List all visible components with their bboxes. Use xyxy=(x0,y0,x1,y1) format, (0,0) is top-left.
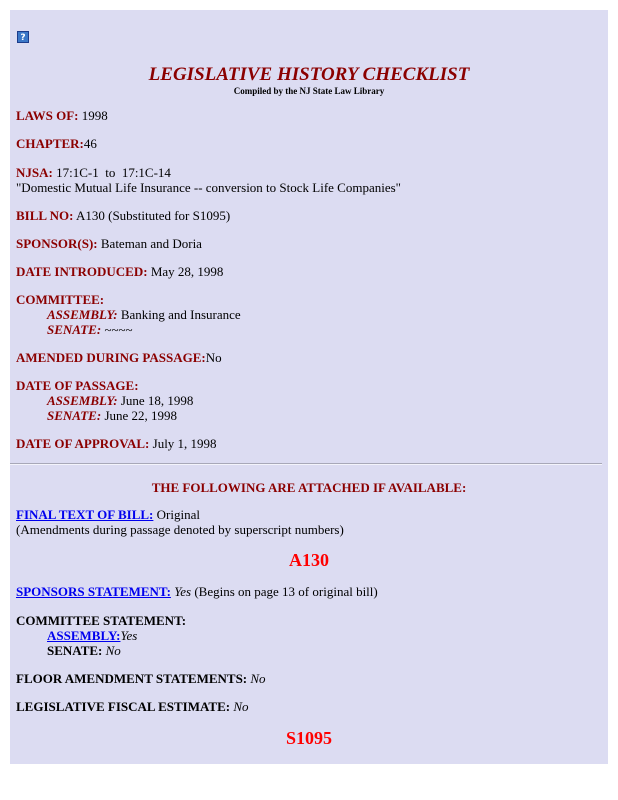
floor-amendment-label: FLOOR AMENDMENT STATEMENTS: xyxy=(16,671,248,686)
final-text-value: Original xyxy=(156,507,200,522)
chapter-label: CHAPTER: xyxy=(16,136,84,151)
chapter-row xyxy=(16,136,97,152)
laws-of-value: 1998 xyxy=(81,108,108,123)
date-of-approval-label: DATE OF APPROVAL: xyxy=(16,436,150,451)
amended-value: No xyxy=(205,350,222,365)
sponsors-row xyxy=(16,236,202,252)
laws-of-label: LAWS OF: xyxy=(16,108,79,123)
sponsors-statement-value: Yes xyxy=(174,584,192,599)
passage-assembly-value: June 18, 1998 xyxy=(120,393,194,408)
divider xyxy=(10,463,602,465)
committee-senate-value: ~~~~ xyxy=(104,322,133,337)
committee-assembly-label: ASSEMBLY: xyxy=(47,307,118,322)
committee-statement-assembly-row xyxy=(47,628,137,644)
bill-no-value: A130 (Substituted for S1095) xyxy=(75,208,231,223)
passage-assembly-label: ASSEMBLY: xyxy=(47,393,118,408)
page-subtitle: Compiled by the NJ State Law Library xyxy=(233,86,385,96)
date-of-passage-label-text: DATE OF PASSAGE: xyxy=(16,378,139,393)
committee-statement-assembly-link[interactable]: ASSEMBLY: xyxy=(47,628,121,643)
floor-amendment-value: No xyxy=(250,671,266,686)
sponsors-value: Bateman and Doria xyxy=(100,236,202,251)
njsa-label: NJSA: xyxy=(16,165,53,180)
sponsors-label: SPONSOR(S): xyxy=(16,236,98,251)
final-text-link[interactable]: FINAL TEXT OF BILL: xyxy=(16,507,154,522)
passage-senate-row xyxy=(47,408,177,424)
committee-senate-row xyxy=(47,322,133,338)
committee-statement-senate-row xyxy=(47,643,121,659)
date-of-approval-value: July 1, 1998 xyxy=(152,436,217,451)
sponsors-statement-row xyxy=(16,584,378,600)
final-text-row xyxy=(16,507,200,523)
passage-assembly-row xyxy=(47,393,193,409)
floor-amendment-row xyxy=(16,671,266,687)
fiscal-estimate-row xyxy=(16,699,249,715)
date-introduced-label: DATE INTRODUCED: xyxy=(16,264,148,279)
bill-no-label: BILL NO: xyxy=(16,208,74,223)
committee-statement-senate-value: No xyxy=(105,643,121,658)
date-introduced-value: May 28, 1998 xyxy=(150,264,224,279)
fiscal-estimate-value: No xyxy=(233,699,249,714)
document-panel xyxy=(10,10,608,764)
sponsors-statement-link[interactable]: SPONSORS STATEMENT: xyxy=(16,584,171,599)
committee-statement-senate-label: SENATE: xyxy=(47,643,103,658)
committee-assembly-row xyxy=(47,307,241,323)
passage-senate-label: SENATE: xyxy=(47,408,102,423)
amended-label: AMENDED DURING PASSAGE: xyxy=(16,350,206,365)
committee-label xyxy=(16,292,104,308)
committee-statement-label-text: COMMITTEE STATEMENT: xyxy=(16,613,187,628)
committee-assembly-value: Banking and Insurance xyxy=(120,307,241,322)
final-text-note: (Amendments during passage denoted by superscript numbers) xyxy=(16,522,344,537)
passage-senate-value: June 22, 1998 xyxy=(104,408,178,423)
date-of-passage-label xyxy=(16,378,139,394)
committee-statement-assembly-value: Yes xyxy=(120,628,138,643)
bill-no-row xyxy=(16,208,230,224)
committee-label-text: COMMITTEE: xyxy=(16,292,105,307)
date-of-approval-row xyxy=(16,436,217,452)
date-introduced-row xyxy=(16,264,223,280)
page-title: LEGISLATIVE HISTORY CHECKLIST xyxy=(148,64,470,85)
help-icon[interactable]: ? xyxy=(17,31,29,43)
sponsors-statement-note: (Begins on page 13 of original bill) xyxy=(194,584,378,599)
committee-senate-label: SENATE: xyxy=(47,322,102,337)
amended-row xyxy=(16,350,222,366)
fiscal-estimate-label: LEGISLATIVE FISCAL ESTIMATE: xyxy=(16,699,231,714)
committee-statement-label xyxy=(16,613,186,629)
njsa-value: 17:1C-1 to 17:1C-14 xyxy=(56,165,171,180)
attached-heading: THE FOLLOWING ARE ATTACHED IF AVAILABLE: xyxy=(151,480,467,495)
njsa-row xyxy=(16,165,171,181)
laws-of-row xyxy=(16,108,108,124)
njsa-description: "Domestic Mutual Life Insurance -- conversion to Stock Life Companies" xyxy=(16,180,401,195)
chapter-value: 46 xyxy=(83,136,97,151)
bill-heading-a130: A130 xyxy=(289,550,329,570)
bill-heading-s1095: S1095 xyxy=(285,728,332,748)
